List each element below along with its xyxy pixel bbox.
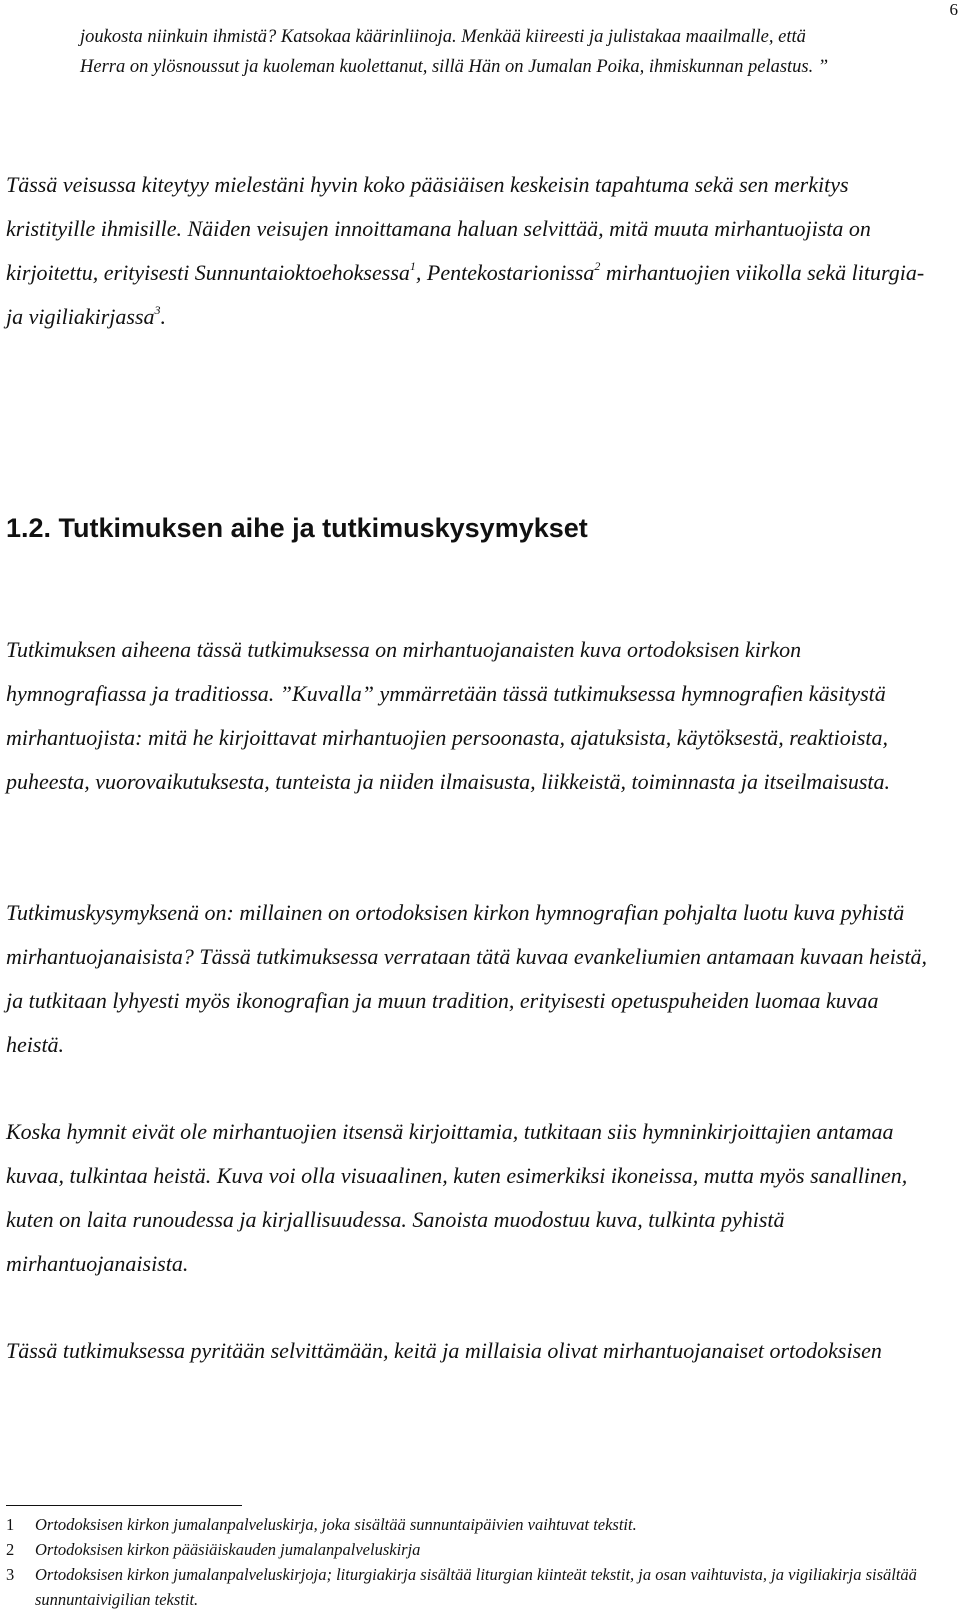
section-heading: 1.2. Tutkimuksen aihe ja tutkimuskysymykset xyxy=(6,513,588,543)
footnote-text: Ortodoksisen kirkon jumalanpalveluskirja, joka sisältää sunnuntaipäivien vaihtuvat tekstit. xyxy=(35,1515,637,1534)
footnote-number: 1 xyxy=(6,1515,15,1534)
intro-text-c: mirhantuojien viikolla sekä liturgia- ja vigiliakirjassa xyxy=(6,260,925,329)
footnote-text: Ortodoksisen kirkon pääsiäiskauden jumalanpalveluskirja xyxy=(35,1540,421,1559)
footnote-text: Ortodoksisen kirkon jumalanpalveluskirjoja; liturgiakirja sisältää liturgian kiinteät tekstit, ja osan vaihtuvista, ja vigiliakirja sisältää sunnuntaivigilian tekstit. xyxy=(35,1565,917,1609)
footnote-number: 2 xyxy=(6,1540,15,1559)
intro-paragraph xyxy=(6,163,941,339)
footnote-2 xyxy=(6,1537,941,1562)
intro-text-a: Tässä veisussa kiteytyy mielestäni hyvin koko pääsiäisen keskeisin tapahtuma sekä sen merkitys kristityille ihmisille. Näiden veisujen innoittamana haluan selvittää, mitä muuta mirhantuojista on kirjoitettu, erityisesti Sunnuntaioktoehoksessa xyxy=(6,172,871,285)
intro-text-d: . xyxy=(160,304,166,329)
section-paragraph-2: Tutkimuskysymyksenä on: millainen on ortodoksisen kirkon hymnografian pohjalta luotu kuva pyhistä mirhantuojanaisista? Tässä tutkimuksessa verrataan tätä kuvaa evankeliumien antamaan kuvaan heistä, ja tutkitaan lyhyesti myös ikonografian ja muun tradition, erityisesti opetuspuheiden luomaa kuvaa heistä. xyxy=(6,900,928,1057)
section-paragraph-4: Tässä tutkimuksessa pyritään selvittämään, keitä ja millaisia olivat mirhantuojanaiset ortodoksisen xyxy=(6,1338,882,1363)
footnote-divider xyxy=(6,1505,242,1506)
footnote-1 xyxy=(6,1512,941,1537)
footnote-ref-3[interactable]: 3 xyxy=(154,303,161,317)
footnote-number: 3 xyxy=(6,1565,15,1584)
footnote-ref-1[interactable]: 1 xyxy=(409,259,416,273)
section-paragraph-1: Tutkimuksen aiheena tässä tutkimuksessa on mirhantuojanaisten kuva ortodoksisen kirkon hymnografiassa ja traditiossa. ”Kuvalla” ymmärretään tässä tutkimuksessa hymnografien käsitystä mirhantuojista: mitä he kirjoittavat mirhantuojien persoonasta, ajatuksista, käytöksestä, reaktioista, puheesta, vuorovaikutuksesta, tunteista ja niiden ilmaisusta, liikkeistä, toiminnasta ja itseilmaisusta. xyxy=(6,637,891,794)
footnotes xyxy=(6,1512,941,1612)
footnote-3 xyxy=(6,1562,941,1612)
intro-text-b: , Pentekostarionissa xyxy=(415,260,595,285)
quote-block xyxy=(80,22,930,82)
page-number: 6 xyxy=(949,0,958,19)
footnote-ref-2[interactable]: 2 xyxy=(594,259,601,273)
quote-line-2: Herra on ylösnoussut ja kuoleman kuolettanut, sillä Hän on Jumalan Poika, ihmiskunnan pelastus. ” xyxy=(80,57,829,77)
quote-line-1: joukosta niinkuin ihmistä? Katsokaa käärinliinoja. Menkää kiireesti ja julistakaa maailmalle, että xyxy=(80,27,806,47)
section-paragraph-3: Koska hymnit eivät ole mirhantuojien itsensä kirjoittamia, tutkitaan siis hymninkirjoittajien antamaa kuvaa, tulkintaa heistä. Kuva voi olla visuaalinen, kuten esimerkiksi ikoneissa, mutta myös sanallinen, kuten on laita runoudessa ja kirjallisuudessa. Sanoista muodostuu kuva, tulkinta pyhistä mirhantuojanaisista. xyxy=(6,1119,908,1276)
